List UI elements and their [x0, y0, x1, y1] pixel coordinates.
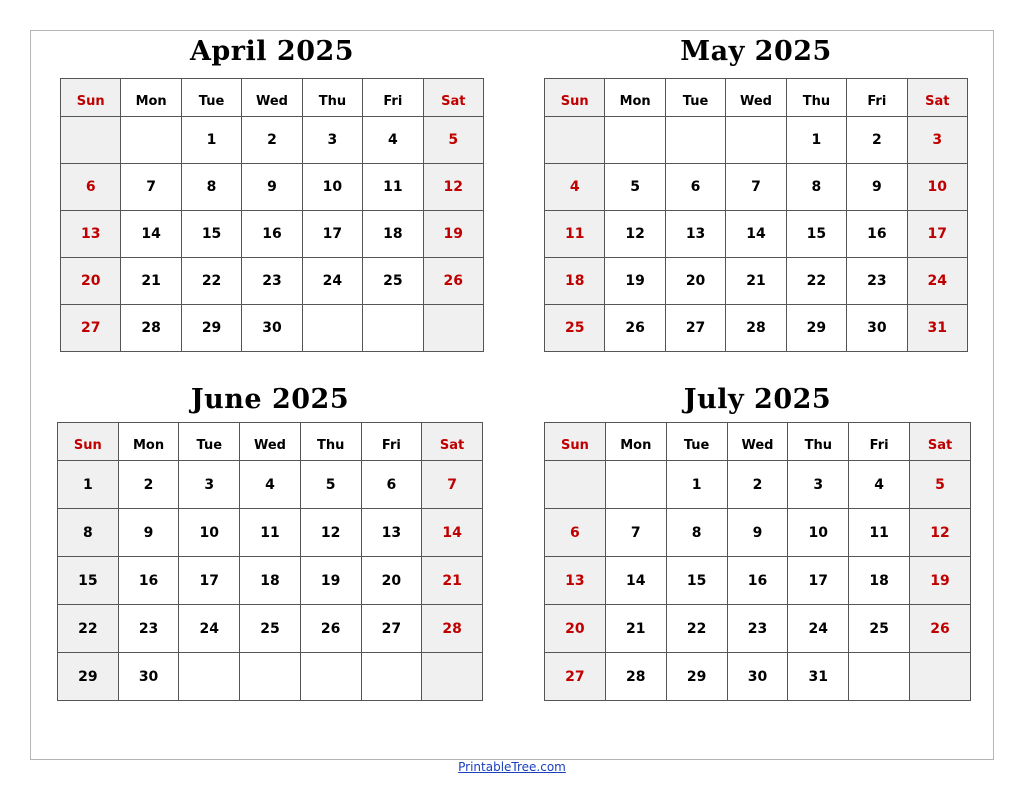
day-cell: 4: [849, 461, 910, 509]
empty-day-cell: [179, 653, 240, 701]
day-cell: 7: [605, 509, 666, 557]
week-row: [545, 305, 968, 352]
day-cell: 12: [423, 164, 483, 211]
day-cell: 30: [242, 305, 302, 352]
weekday-header-mon: Mon: [121, 79, 181, 117]
week-row: [545, 461, 971, 509]
empty-day-cell: [665, 117, 725, 164]
weekday-header-tue: Tue: [181, 79, 241, 117]
day-cell: 14: [422, 509, 483, 557]
month-april: [60, 30, 484, 352]
weekday-header-sat: Sat: [910, 423, 971, 461]
day-cell: 13: [61, 211, 121, 258]
calendar-grid: [544, 78, 968, 352]
day-cell: 9: [847, 164, 907, 211]
day-cell: 10: [788, 509, 849, 557]
empty-day-cell: [61, 117, 121, 164]
week-row: [61, 164, 484, 211]
day-cell: 11: [849, 509, 910, 557]
weekday-header-mon: Mon: [605, 79, 665, 117]
day-cell: 31: [907, 305, 967, 352]
day-cell: 25: [240, 605, 301, 653]
week-row: [58, 461, 483, 509]
day-cell: 30: [847, 305, 907, 352]
week-row: [61, 258, 484, 305]
day-cell: 26: [423, 258, 483, 305]
day-cell: 17: [302, 211, 362, 258]
day-cell: 19: [423, 211, 483, 258]
day-cell: 12: [910, 509, 971, 557]
day-cell: 3: [907, 117, 967, 164]
weekday-header-row: [545, 79, 968, 117]
day-cell: 27: [61, 305, 121, 352]
day-cell: 20: [545, 605, 606, 653]
day-cell: 16: [847, 211, 907, 258]
day-cell: 11: [545, 211, 605, 258]
weekday-header-sun: Sun: [61, 79, 121, 117]
week-row: [545, 605, 971, 653]
weekday-header-fri: Fri: [847, 79, 907, 117]
weekday-header-thu: Thu: [302, 79, 362, 117]
day-cell: 13: [665, 211, 725, 258]
day-cell: 6: [61, 164, 121, 211]
weekday-header-mon: Mon: [118, 423, 179, 461]
week-row: [61, 117, 484, 164]
day-cell: 12: [605, 211, 665, 258]
weekday-header-sat: Sat: [907, 79, 967, 117]
calendar-body: [58, 461, 483, 701]
day-cell: 11: [363, 164, 423, 211]
day-cell: 7: [121, 164, 181, 211]
day-cell: 10: [907, 164, 967, 211]
weekday-header-wed: Wed: [240, 423, 301, 461]
day-cell: 18: [849, 557, 910, 605]
weekday-header-thu: Thu: [788, 423, 849, 461]
day-cell: 29: [181, 305, 241, 352]
weekday-header-row: [545, 423, 971, 461]
empty-day-cell: [910, 653, 971, 701]
day-cell: 31: [788, 653, 849, 701]
week-row: [545, 557, 971, 605]
day-cell: 23: [118, 605, 179, 653]
weekday-header-mon: Mon: [605, 423, 666, 461]
day-cell: 24: [788, 605, 849, 653]
week-row: [58, 557, 483, 605]
day-cell: 11: [240, 509, 301, 557]
day-cell: 17: [907, 211, 967, 258]
day-cell: 27: [545, 653, 606, 701]
day-cell: 2: [242, 117, 302, 164]
day-cell: 1: [58, 461, 119, 509]
day-cell: 28: [605, 653, 666, 701]
day-cell: 5: [605, 164, 665, 211]
weekday-header-tue: Tue: [179, 423, 240, 461]
day-cell: 16: [118, 557, 179, 605]
day-cell: 30: [727, 653, 788, 701]
day-cell: 6: [665, 164, 725, 211]
day-cell: 20: [665, 258, 725, 305]
empty-day-cell: [121, 117, 181, 164]
month-title: June 2025: [190, 384, 350, 415]
weekday-header-wed: Wed: [242, 79, 302, 117]
day-cell: 10: [179, 509, 240, 557]
weekday-header-fri: Fri: [363, 79, 423, 117]
day-cell: 7: [726, 164, 786, 211]
empty-day-cell: [545, 461, 606, 509]
empty-day-cell: [300, 653, 361, 701]
empty-day-cell: [422, 653, 483, 701]
weekday-header-tue: Tue: [665, 79, 725, 117]
day-cell: 26: [605, 305, 665, 352]
week-row: [61, 305, 484, 352]
calendar-grid: [57, 422, 483, 701]
month-july: [544, 378, 971, 701]
weekday-header-thu: Thu: [300, 423, 361, 461]
day-cell: 15: [181, 211, 241, 258]
empty-day-cell: [849, 653, 910, 701]
day-cell: 29: [58, 653, 119, 701]
day-cell: 4: [545, 164, 605, 211]
week-row: [61, 211, 484, 258]
weekday-header-sun: Sun: [545, 423, 606, 461]
day-cell: 1: [181, 117, 241, 164]
day-cell: 21: [422, 557, 483, 605]
day-cell: 5: [300, 461, 361, 509]
week-row: [545, 258, 968, 305]
empty-day-cell: [302, 305, 362, 352]
day-cell: 14: [121, 211, 181, 258]
empty-day-cell: [605, 117, 665, 164]
day-cell: 5: [910, 461, 971, 509]
day-cell: 12: [300, 509, 361, 557]
day-cell: 28: [726, 305, 786, 352]
day-cell: 6: [545, 509, 606, 557]
day-cell: 16: [242, 211, 302, 258]
day-cell: 29: [666, 653, 727, 701]
month-may: [544, 30, 968, 352]
day-cell: 24: [179, 605, 240, 653]
day-cell: 17: [788, 557, 849, 605]
day-cell: 20: [61, 258, 121, 305]
day-cell: 21: [726, 258, 786, 305]
day-cell: 3: [302, 117, 362, 164]
weekday-header-sat: Sat: [422, 423, 483, 461]
day-cell: 8: [786, 164, 846, 211]
day-cell: 13: [361, 509, 422, 557]
empty-day-cell: [361, 653, 422, 701]
empty-day-cell: [545, 117, 605, 164]
day-cell: 17: [179, 557, 240, 605]
day-cell: 15: [666, 557, 727, 605]
day-cell: 15: [786, 211, 846, 258]
day-cell: 25: [363, 258, 423, 305]
month-title: May 2025: [680, 36, 832, 67]
weekday-header-wed: Wed: [727, 423, 788, 461]
day-cell: 9: [727, 509, 788, 557]
day-cell: 7: [422, 461, 483, 509]
month-title: July 2025: [683, 384, 832, 415]
weekday-header-tue: Tue: [666, 423, 727, 461]
day-cell: 2: [118, 461, 179, 509]
day-cell: 27: [665, 305, 725, 352]
day-cell: 2: [847, 117, 907, 164]
weekday-header-thu: Thu: [786, 79, 846, 117]
weekday-header-wed: Wed: [726, 79, 786, 117]
day-cell: 30: [118, 653, 179, 701]
week-row: [58, 509, 483, 557]
week-row: [58, 653, 483, 701]
weekday-header-row: [58, 423, 483, 461]
day-cell: 10: [302, 164, 362, 211]
weekday-header-row: [61, 79, 484, 117]
day-cell: 3: [788, 461, 849, 509]
week-row: [545, 211, 968, 258]
day-cell: 4: [363, 117, 423, 164]
calendar-body: [61, 117, 484, 352]
calendar-grid: [60, 78, 484, 352]
day-cell: 28: [422, 605, 483, 653]
weekday-header-sun: Sun: [545, 79, 605, 117]
day-cell: 22: [666, 605, 727, 653]
day-cell: 28: [121, 305, 181, 352]
day-cell: 24: [907, 258, 967, 305]
empty-day-cell: [363, 305, 423, 352]
day-cell: 21: [605, 605, 666, 653]
day-cell: 19: [910, 557, 971, 605]
weekday-header-sun: Sun: [58, 423, 119, 461]
day-cell: 18: [240, 557, 301, 605]
day-cell: 23: [847, 258, 907, 305]
month-june: [57, 378, 483, 701]
day-cell: 21: [121, 258, 181, 305]
day-cell: 27: [361, 605, 422, 653]
day-cell: 23: [727, 605, 788, 653]
calendar-body: [545, 461, 971, 701]
day-cell: 14: [605, 557, 666, 605]
day-cell: 29: [786, 305, 846, 352]
week-row: [545, 164, 968, 211]
empty-day-cell: [423, 305, 483, 352]
day-cell: 3: [179, 461, 240, 509]
day-cell: 25: [545, 305, 605, 352]
month-title: April 2025: [189, 36, 355, 67]
day-cell: 8: [181, 164, 241, 211]
day-cell: 24: [302, 258, 362, 305]
day-cell: 22: [58, 605, 119, 653]
day-cell: 18: [545, 258, 605, 305]
day-cell: 9: [242, 164, 302, 211]
day-cell: 5: [423, 117, 483, 164]
day-cell: 14: [726, 211, 786, 258]
day-cell: 19: [300, 557, 361, 605]
day-cell: 22: [786, 258, 846, 305]
calendar-body: [545, 117, 968, 352]
day-cell: 9: [118, 509, 179, 557]
calendar-grid: [544, 422, 971, 701]
week-row: [58, 605, 483, 653]
footer-website-link[interactable]: PrintableTree.com: [458, 760, 566, 774]
day-cell: 1: [786, 117, 846, 164]
day-cell: 26: [300, 605, 361, 653]
day-cell: 4: [240, 461, 301, 509]
day-cell: 23: [242, 258, 302, 305]
day-cell: 15: [58, 557, 119, 605]
day-cell: 25: [849, 605, 910, 653]
empty-day-cell: [240, 653, 301, 701]
week-row: [545, 653, 971, 701]
day-cell: 1: [666, 461, 727, 509]
week-row: [545, 117, 968, 164]
week-row: [545, 509, 971, 557]
empty-day-cell: [605, 461, 666, 509]
day-cell: 8: [58, 509, 119, 557]
empty-day-cell: [726, 117, 786, 164]
weekday-header-fri: Fri: [849, 423, 910, 461]
day-cell: 13: [545, 557, 606, 605]
day-cell: 18: [363, 211, 423, 258]
day-cell: 20: [361, 557, 422, 605]
day-cell: 6: [361, 461, 422, 509]
day-cell: 19: [605, 258, 665, 305]
day-cell: 22: [181, 258, 241, 305]
day-cell: 8: [666, 509, 727, 557]
day-cell: 16: [727, 557, 788, 605]
day-cell: 2: [727, 461, 788, 509]
weekday-header-fri: Fri: [361, 423, 422, 461]
day-cell: 26: [910, 605, 971, 653]
weekday-header-sat: Sat: [423, 79, 483, 117]
